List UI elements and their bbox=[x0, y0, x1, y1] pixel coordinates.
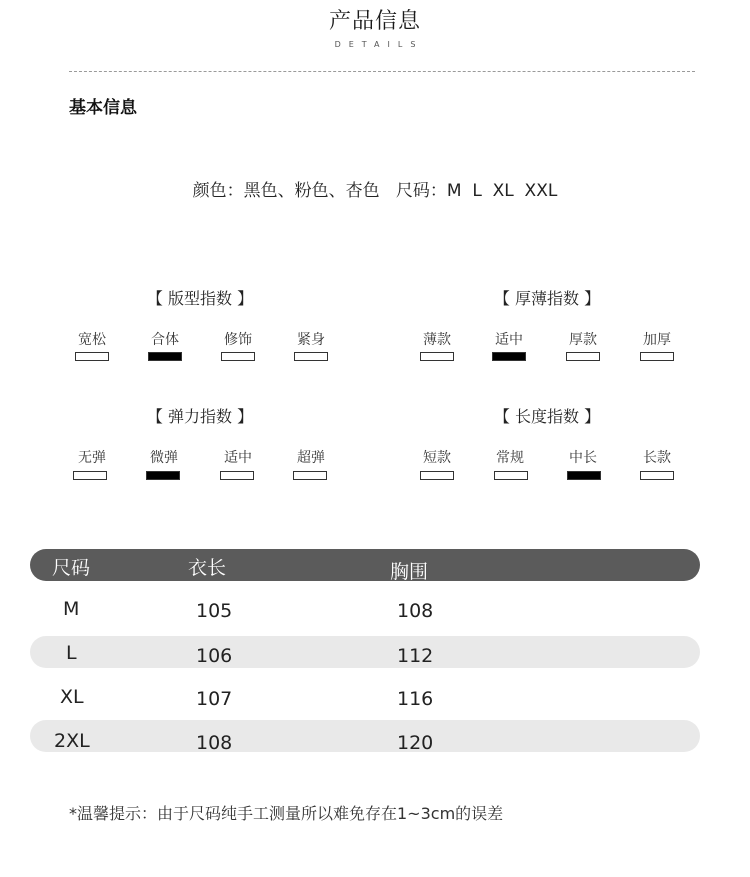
length-option-long: 长款 bbox=[643, 450, 671, 466]
fit-indicator-tailored bbox=[221, 352, 255, 361]
thickness-indicator-medium bbox=[492, 352, 526, 361]
row-xl-chest: 116 bbox=[397, 688, 434, 710]
elasticity-index-title: 【 弹力指数 】 bbox=[146, 407, 254, 426]
header-size: 尺码 bbox=[52, 557, 91, 579]
thickness-indicator-thick bbox=[566, 352, 600, 361]
basic-info-line bbox=[0, 176, 750, 201]
elasticity-option-none: 无弹 bbox=[78, 450, 106, 466]
fit-option-tight: 紧身 bbox=[297, 332, 325, 348]
row-xl-size: XL bbox=[60, 686, 84, 708]
elasticity-indicator-slight bbox=[146, 471, 180, 480]
header-length: 衣长 bbox=[188, 557, 227, 579]
fit-option-loose: 宽松 bbox=[78, 332, 106, 348]
header-chest: 胸围 bbox=[390, 561, 429, 583]
thickness-option-medium: 适中 bbox=[495, 332, 523, 348]
elasticity-option-high: 超弹 bbox=[297, 450, 325, 466]
page-subtitle: DETAILS bbox=[334, 40, 424, 49]
row-m-chest: 108 bbox=[397, 600, 434, 622]
thickness-indicator-extra-thick bbox=[640, 352, 674, 361]
size-label: 尺码： bbox=[395, 181, 447, 201]
row-m-length: 105 bbox=[196, 600, 233, 622]
length-indicator-long bbox=[640, 471, 674, 480]
thickness-index-title: 【 厚薄指数 】 bbox=[493, 289, 601, 308]
length-indicator-mid-long bbox=[567, 471, 601, 480]
elasticity-indicator-none bbox=[73, 471, 107, 480]
length-index-title: 【 长度指数 】 bbox=[493, 407, 601, 426]
fit-indicator-tight bbox=[294, 352, 328, 361]
measurement-note: *温馨提示：由于尺码纯手工测量所以难免存在1~3cm的误差 bbox=[69, 804, 504, 823]
fit-index-title: 【 版型指数 】 bbox=[146, 289, 254, 308]
length-option-short: 短款 bbox=[423, 450, 451, 466]
row-l-length: 106 bbox=[196, 645, 233, 667]
elasticity-option-moderate: 适中 bbox=[224, 450, 252, 466]
row-2xl-size: 2XL bbox=[54, 730, 90, 752]
table-row-band-2xl bbox=[30, 720, 700, 752]
thickness-option-thick: 厚款 bbox=[569, 332, 597, 348]
row-m-size: M bbox=[63, 598, 80, 620]
length-option-mid-long: 中长 bbox=[569, 450, 597, 466]
size-table-header bbox=[30, 549, 700, 581]
row-l-chest: 112 bbox=[397, 645, 434, 667]
color-values: 黑色、粉色、杏色 bbox=[243, 181, 380, 201]
length-option-regular: 常规 bbox=[496, 450, 524, 466]
thickness-option-thin: 薄款 bbox=[423, 332, 451, 348]
row-l-size: L bbox=[66, 642, 77, 664]
fit-option-tailored: 修饰 bbox=[224, 332, 252, 348]
row-2xl-length: 108 bbox=[196, 732, 233, 754]
size-values: M L XL XXL bbox=[446, 181, 558, 201]
row-xl-length: 107 bbox=[196, 688, 233, 710]
length-indicator-regular bbox=[494, 471, 528, 480]
fit-option-regular: 合体 bbox=[151, 332, 179, 348]
fit-indicator-loose bbox=[75, 352, 109, 361]
thickness-indicator-thin bbox=[420, 352, 454, 361]
row-2xl-chest: 120 bbox=[397, 732, 434, 754]
elasticity-indicator-high bbox=[293, 471, 327, 480]
color-label: 颜色： bbox=[192, 181, 244, 201]
fit-indicator-regular bbox=[148, 352, 182, 361]
section-title: 基本信息 bbox=[69, 98, 137, 118]
elasticity-indicator-moderate bbox=[220, 471, 254, 480]
page-title: 产品信息 bbox=[328, 9, 421, 34]
dashed-divider bbox=[69, 71, 695, 72]
length-indicator-short bbox=[420, 471, 454, 480]
thickness-option-extra-thick: 加厚 bbox=[643, 332, 671, 348]
elasticity-option-slight: 微弹 bbox=[150, 450, 178, 466]
table-row-band-l bbox=[30, 636, 700, 668]
